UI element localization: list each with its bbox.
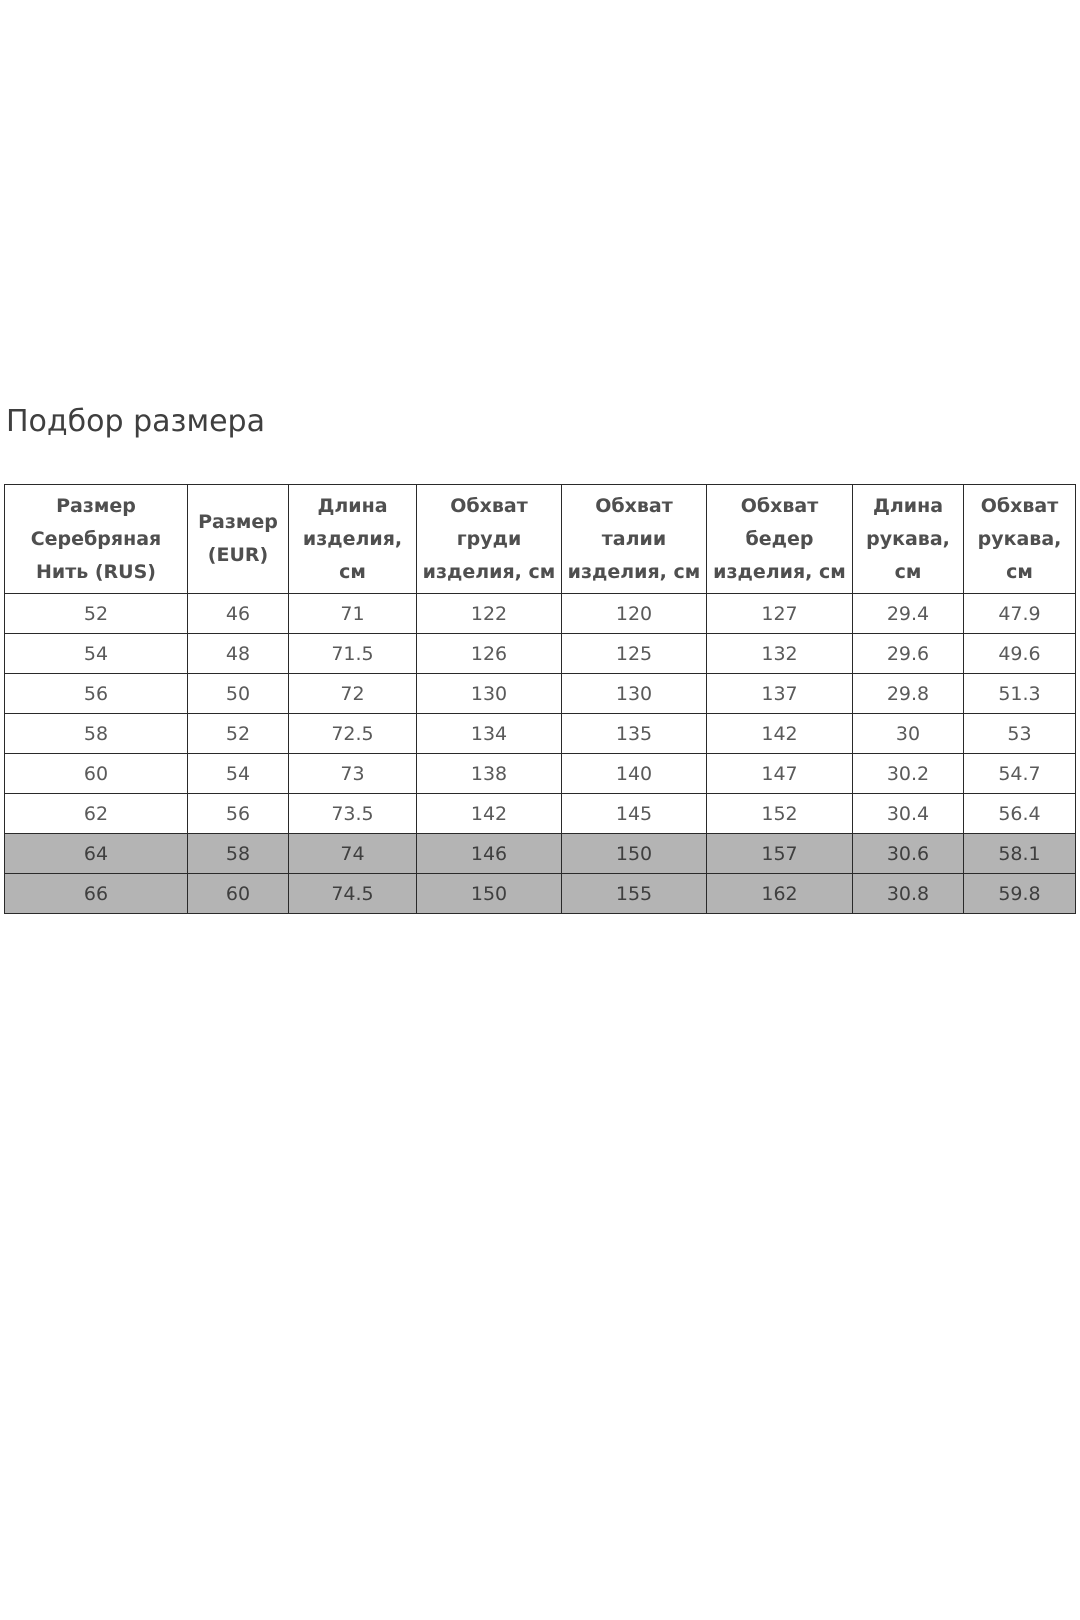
table-cell: 54 [5,634,188,674]
table-cell: 127 [707,594,853,634]
header-waist: Обхват талии изделия, см [562,485,707,594]
header-row [5,485,1076,594]
table-cell: 30.4 [853,794,964,834]
table-cell: 52 [5,594,188,634]
table-cell: 46 [188,594,289,634]
table-cell: 60 [5,754,188,794]
table-cell: 58 [188,834,289,874]
table-cell: 135 [562,714,707,754]
table-cell: 140 [562,754,707,794]
table-cell: 56.4 [964,794,1076,834]
table-cell: 134 [417,714,562,754]
table-cell: 52 [188,714,289,754]
table-cell: 147 [707,754,853,794]
table-cell: 137 [707,674,853,714]
table-cell: 122 [417,594,562,634]
header-sleeve-length: Длина рукава, см [853,485,964,594]
header-length: Длина изделия, см [289,485,417,594]
header-sleeve-girth: Обхват рукава, см [964,485,1076,594]
table-row [5,634,1076,674]
table-cell: 130 [562,674,707,714]
table-cell: 138 [417,754,562,794]
header-chest: Обхват груди изделия, см [417,485,562,594]
table-cell: 30.8 [853,874,964,914]
table-cell: 142 [417,794,562,834]
table-cell: 48 [188,634,289,674]
table-cell: 150 [417,874,562,914]
table-row [5,674,1076,714]
table-cell: 155 [562,874,707,914]
table-cell: 62 [5,794,188,834]
table-cell: 30.6 [853,834,964,874]
table-cell: 73 [289,754,417,794]
table-cell: 58 [5,714,188,754]
table-cell: 53 [964,714,1076,754]
table-cell: 130 [417,674,562,714]
page-title: Подбор размера [6,404,265,439]
table-cell: 120 [562,594,707,634]
table-cell: 72.5 [289,714,417,754]
table-cell: 58.1 [964,834,1076,874]
table-cell: 71.5 [289,634,417,674]
table-row [5,714,1076,754]
table-cell: 29.6 [853,634,964,674]
table-cell: 29.8 [853,674,964,714]
table-cell: 142 [707,714,853,754]
table-cell: 73.5 [289,794,417,834]
table-cell: 74.5 [289,874,417,914]
table-cell: 66 [5,874,188,914]
header-hips: Обхват бедер изделия, см [707,485,853,594]
header-size-rus: Размер Серебряная Нить (RUS) [5,485,188,594]
table-cell: 56 [188,794,289,834]
size-chart-table [4,484,1076,914]
table-row [5,594,1076,634]
table-cell: 50 [188,674,289,714]
table-cell: 150 [562,834,707,874]
table-cell: 72 [289,674,417,714]
table-row [5,754,1076,794]
table-cell: 59.8 [964,874,1076,914]
table-cell: 64 [5,834,188,874]
table-cell: 60 [188,874,289,914]
table-cell: 145 [562,794,707,834]
table-row [5,794,1076,834]
table-row-highlighted [5,834,1076,874]
header-size-eur: Размер (EUR) [188,485,289,594]
table-cell: 74 [289,834,417,874]
table-cell: 125 [562,634,707,674]
table-cell: 29.4 [853,594,964,634]
table-cell: 54.7 [964,754,1076,794]
table-cell: 126 [417,634,562,674]
table-cell: 132 [707,634,853,674]
table-cell: 51.3 [964,674,1076,714]
table-cell: 71 [289,594,417,634]
table-cell: 30 [853,714,964,754]
table-cell: 146 [417,834,562,874]
table-cell: 162 [707,874,853,914]
table-cell: 47.9 [964,594,1076,634]
table-cell: 49.6 [964,634,1076,674]
table-cell: 157 [707,834,853,874]
table-cell: 30.2 [853,754,964,794]
table-cell: 152 [707,794,853,834]
table-row-highlighted [5,874,1076,914]
table-cell: 56 [5,674,188,714]
table-cell: 54 [188,754,289,794]
